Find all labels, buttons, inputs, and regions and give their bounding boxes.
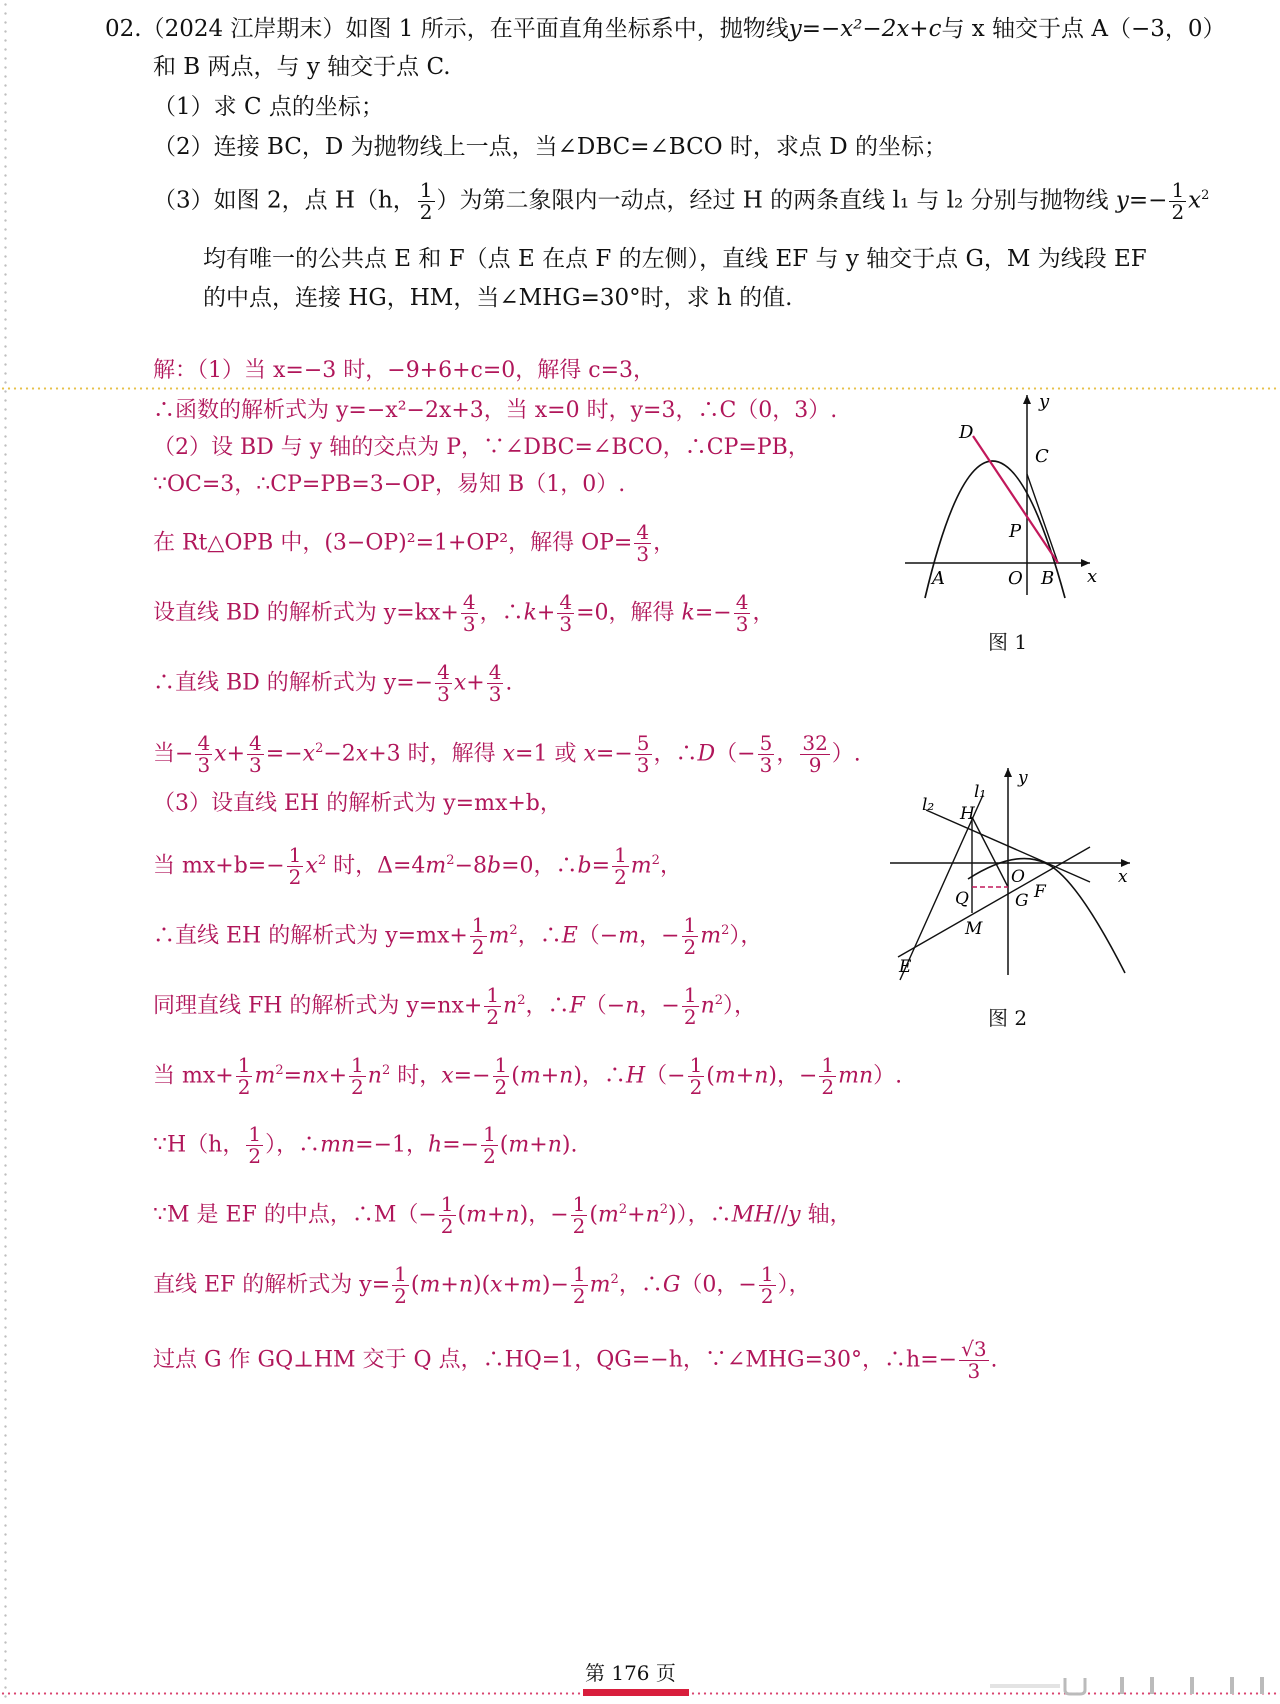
fig2-x-arrow [1121,859,1130,867]
fig1-label-a: A [932,568,945,589]
solution-line-10: 当 mx+b=− $\frac{1}{2}$ $x^2$ 时，$\Delta=4m^2-8b=0$，∴b= $\frac{1}{2}$ $m^2$， [153,843,682,889]
fig1-label-y: y [1039,391,1050,412]
solution-line-5: 在 Rt△OPB 中，(3−OP)²=1+OP²，解得 OP= $\frac{4}{3}$ ， [153,520,676,566]
solution-line-13: 当 mx+ $\frac{1}{2}$ $m^2=nx+$ $\frac{1}{2}$ $n^2$ 时，x=− $\frac{1}{2}$ (m+n)，∴H（− $\frac{1}{2}$ (m+n)，− $\frac{1}{2}$ mn）. [153,1053,903,1099]
page-number: 第 176 页 [585,1661,676,1685]
solution-line-7: ∴直线 BD 的解析式为 y=− $\frac{4}{3}$ x+ $\frac{4}{3}$ . [153,660,513,706]
fig2-label-h: H [960,804,975,824]
fig1-y-arrow [1023,395,1031,404]
figure-1 [895,390,1125,625]
fig2-label-e: E [899,957,912,977]
problem-part-3-line-3: 的中点，连接 HG，HM，当∠MHG=30°时，求 h 的值. [203,285,793,311]
fig1-segment-bc [1027,474,1058,563]
solution-line-11: ∴直线 EH 的解析式为 y=mx+ $\frac{1}{2}$ $m^2$，∴E（−m，− $\frac{1}{2}$ $m^2$）， [153,913,763,959]
solution-line-1: 解：（1）当 x=−3 时，−9+6+c=0，解得 c=3， [153,358,656,383]
fig2-label-x: x [1118,867,1128,887]
footer-red-bar [583,1689,689,1696]
fig2-label-l2: l₂ [922,795,935,815]
fig2-label-m: M [965,919,983,939]
fig2-label-o: O [1011,867,1025,887]
problem-part-2: （2）连接 BC，D 为抛物线上一点，当∠DBC=∠BCO 时，求点 D 的坐标； [153,134,947,160]
solution-line-2: ∴函数的解析式为 y=−x²−2x+3，当 x=0 时，y=3，∴C（0，3）. [153,398,838,423]
fig2-label-q: Q [955,889,969,909]
fig2-label-l1: l₁ [974,782,987,802]
fig2-label-g: G [1015,891,1029,911]
figure-2-caption: 图 2 [988,1006,1028,1030]
solution-line-8: 当− $\frac{4}{3}$ x+ $\frac{4}{3}$ $=-x^2-2x+3$ 时，解得 x=1 或 x=− $\frac{5}{3}$ ，∴D（− $\frac{5}{3}$ ， $\frac{32}{9}$ ）. [153,731,861,777]
solution-line-15: ∵M 是 EF 的中点，∴M（− $\frac{1}{2}$ (m+n)，− $\frac{1}{2}$ $(m^2+n^2)$），∴MH//y 轴， [153,1192,852,1238]
solution-line-16: 直线 EF 的解析式为 y= $\frac{1}{2}$ (m+n)(x+m)− $\frac{1}{2}$ $m^2$，∴G（0，− $\frac{1}{2}$ ）， [153,1262,811,1308]
solution-line-9: （3）设直线 EH 的解析式为 y=mx+b， [153,791,562,816]
problem-part-1: （1）求 C 点的坐标； [153,94,384,120]
fig2-y-arrow [1004,768,1012,777]
fig1-label-x: x [1087,566,1098,587]
left-binding-dots [0,0,11,1704]
solution-line-3: （2）设 BD 与 y 轴的交点为 P，∵∠DBC=∠BCO，∴CP=PB， [153,435,810,460]
fig1-label-c: C [1035,446,1049,467]
figure-2 [880,765,1140,990]
problem-line-1: 02.（2024 江岸期末）如图 1 所示，在平面直角坐标系中，抛物线y=−x²−2x+c与 x 轴交于点 A（−3，0） [105,16,1226,42]
solution-line-6: 设直线 BD 的解析式为 y=kx+ $\frac{4}{3}$ ，∴k+ $\frac{4}{3}$ =0，解得 k=− $\frac{4}{3}$ ， [153,590,775,636]
solution-line-17: 过点 G 作 GQ⊥HM 交于 Q 点，∴HQ=1，QG=−h，∵∠MHG=30°，∴h=− $\frac{√3}{3}$ . [153,1337,998,1383]
fig1-label-o: O [1008,568,1023,589]
solution-line-4: ∵OC=3，∴CP=PB=3−OP，易知 B（1，0）. [153,472,626,497]
fig2-segment-hg [972,817,1008,887]
fig2-label-y: y [1018,768,1028,788]
problem-part-3-line-2: 均有唯一的公共点 E 和 F（点 E 在点 F 的左侧），直线 EF 与 y 轴交于点 G，M 为线段 EF [203,246,1147,272]
solution-line-14: ∵H（h， $\frac{1}{2}$ ），∴mn=−1，h=− $\frac{1}{2}$ (m+n). [153,1122,578,1168]
fig1-label-b: B [1041,568,1055,589]
problem-line-2: 和 B 两点，与 y 轴交于点 C. [153,54,451,80]
fig1-label-p: P [1009,521,1022,542]
scan-artifact-marks [990,1674,1270,1696]
problem-part-3-line-1: （3）如图 2，点 H（h， $\frac{1}{2}$ ）为第二象限内一动点，经过 H 的两条直线 l₁ 与 l₂ 分别与抛物线 y=− $\frac{1}{2}$ $x^2$ [153,178,1210,224]
fig1-label-d: D [959,422,974,443]
fig2-label-f: F [1034,882,1046,902]
solution-line-12: 同理直线 FH 的解析式为 y=nx+ $\frac{1}{2}$ $n^2$，∴F（−n，− $\frac{1}{2}$ $n^2$）， [153,983,757,1029]
figure-1-caption: 图 1 [988,630,1028,654]
fig2-parabola [968,859,1125,973]
